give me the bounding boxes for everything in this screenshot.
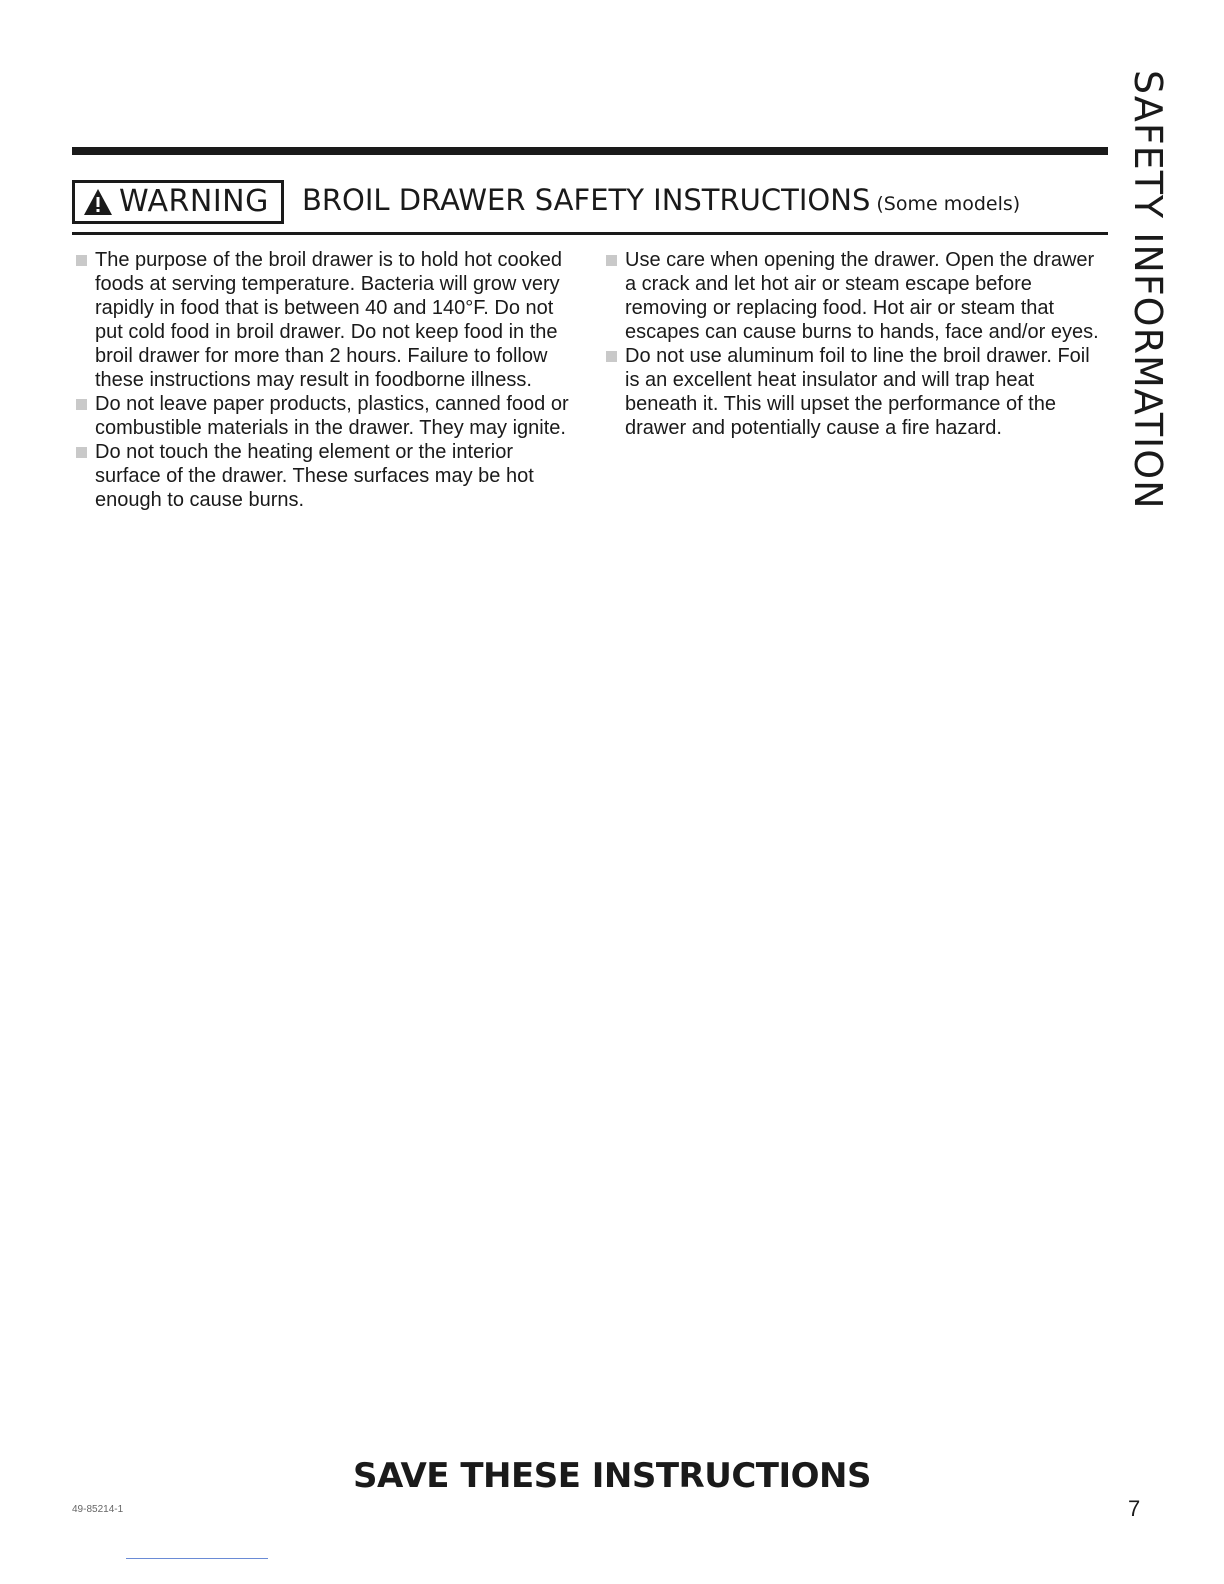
square-bullet-icon [606,255,617,266]
section-title-text: BROIL DRAWER SAFETY INSTRUCTIONS [302,183,871,217]
square-bullet-icon [76,255,87,266]
section-subtitle: (Some models) [876,193,1021,215]
list-item-text: The purpose of the broil drawer is to hold hot cooked foods at serving temperature. Bacteria will grow very rapidly in food that is between 40 and 140°F. Do not put cold food in broil drawer. Do not keep food in the broil drawer for more than 2 hours. Failure to follow these instructions may result in foodborne illness. [95,249,562,391]
header-divider [72,232,1108,235]
square-bullet-icon [76,399,87,410]
warning-triangle-icon [83,188,113,216]
square-bullet-icon [76,447,87,458]
list-item-text: Use care when opening the drawer. Open the drawer a crack and let hot air or steam escape before removing or replacing food. Hot air or steam that escapes can cause burns to hands, face and/or eyes. [625,249,1099,343]
document-number: 49-85214-1 [72,1504,124,1515]
link-underline [126,1558,268,1559]
footer-title: SAVE THESE INSTRUCTIONS [352,1456,871,1496]
list-item [602,344,1108,440]
list-item-text: Do not use aluminum foil to line the broil drawer. Foil is an excellent heat insulator and will trap heat beneath it. This will upset the performance of the drawer and potentially cause a fire hazard. [625,345,1090,439]
side-tab-label: SAFETY INFORMATION [1126,70,1170,510]
list-item [72,440,584,512]
page-number: 7 [1128,1496,1141,1521]
list-item [602,248,1108,344]
list-item-text: Do not leave paper products, plastics, canned food or combustible materials in the drawer. They may ignite. [95,393,569,439]
top-divider [72,147,1108,155]
square-bullet-icon [606,351,617,362]
left-column [72,248,584,512]
warning-badge [72,180,284,224]
section-header [72,176,1108,228]
side-tab [1124,70,1172,510]
list-item-text: Do not touch the heating element or the interior surface of the drawer. These surfaces may be hot enough to cause burns. [95,441,534,511]
right-column [602,248,1108,440]
list-item [72,248,584,392]
warning-label: WARNING [119,184,269,219]
section-title [302,183,1021,217]
list-item [72,392,584,440]
